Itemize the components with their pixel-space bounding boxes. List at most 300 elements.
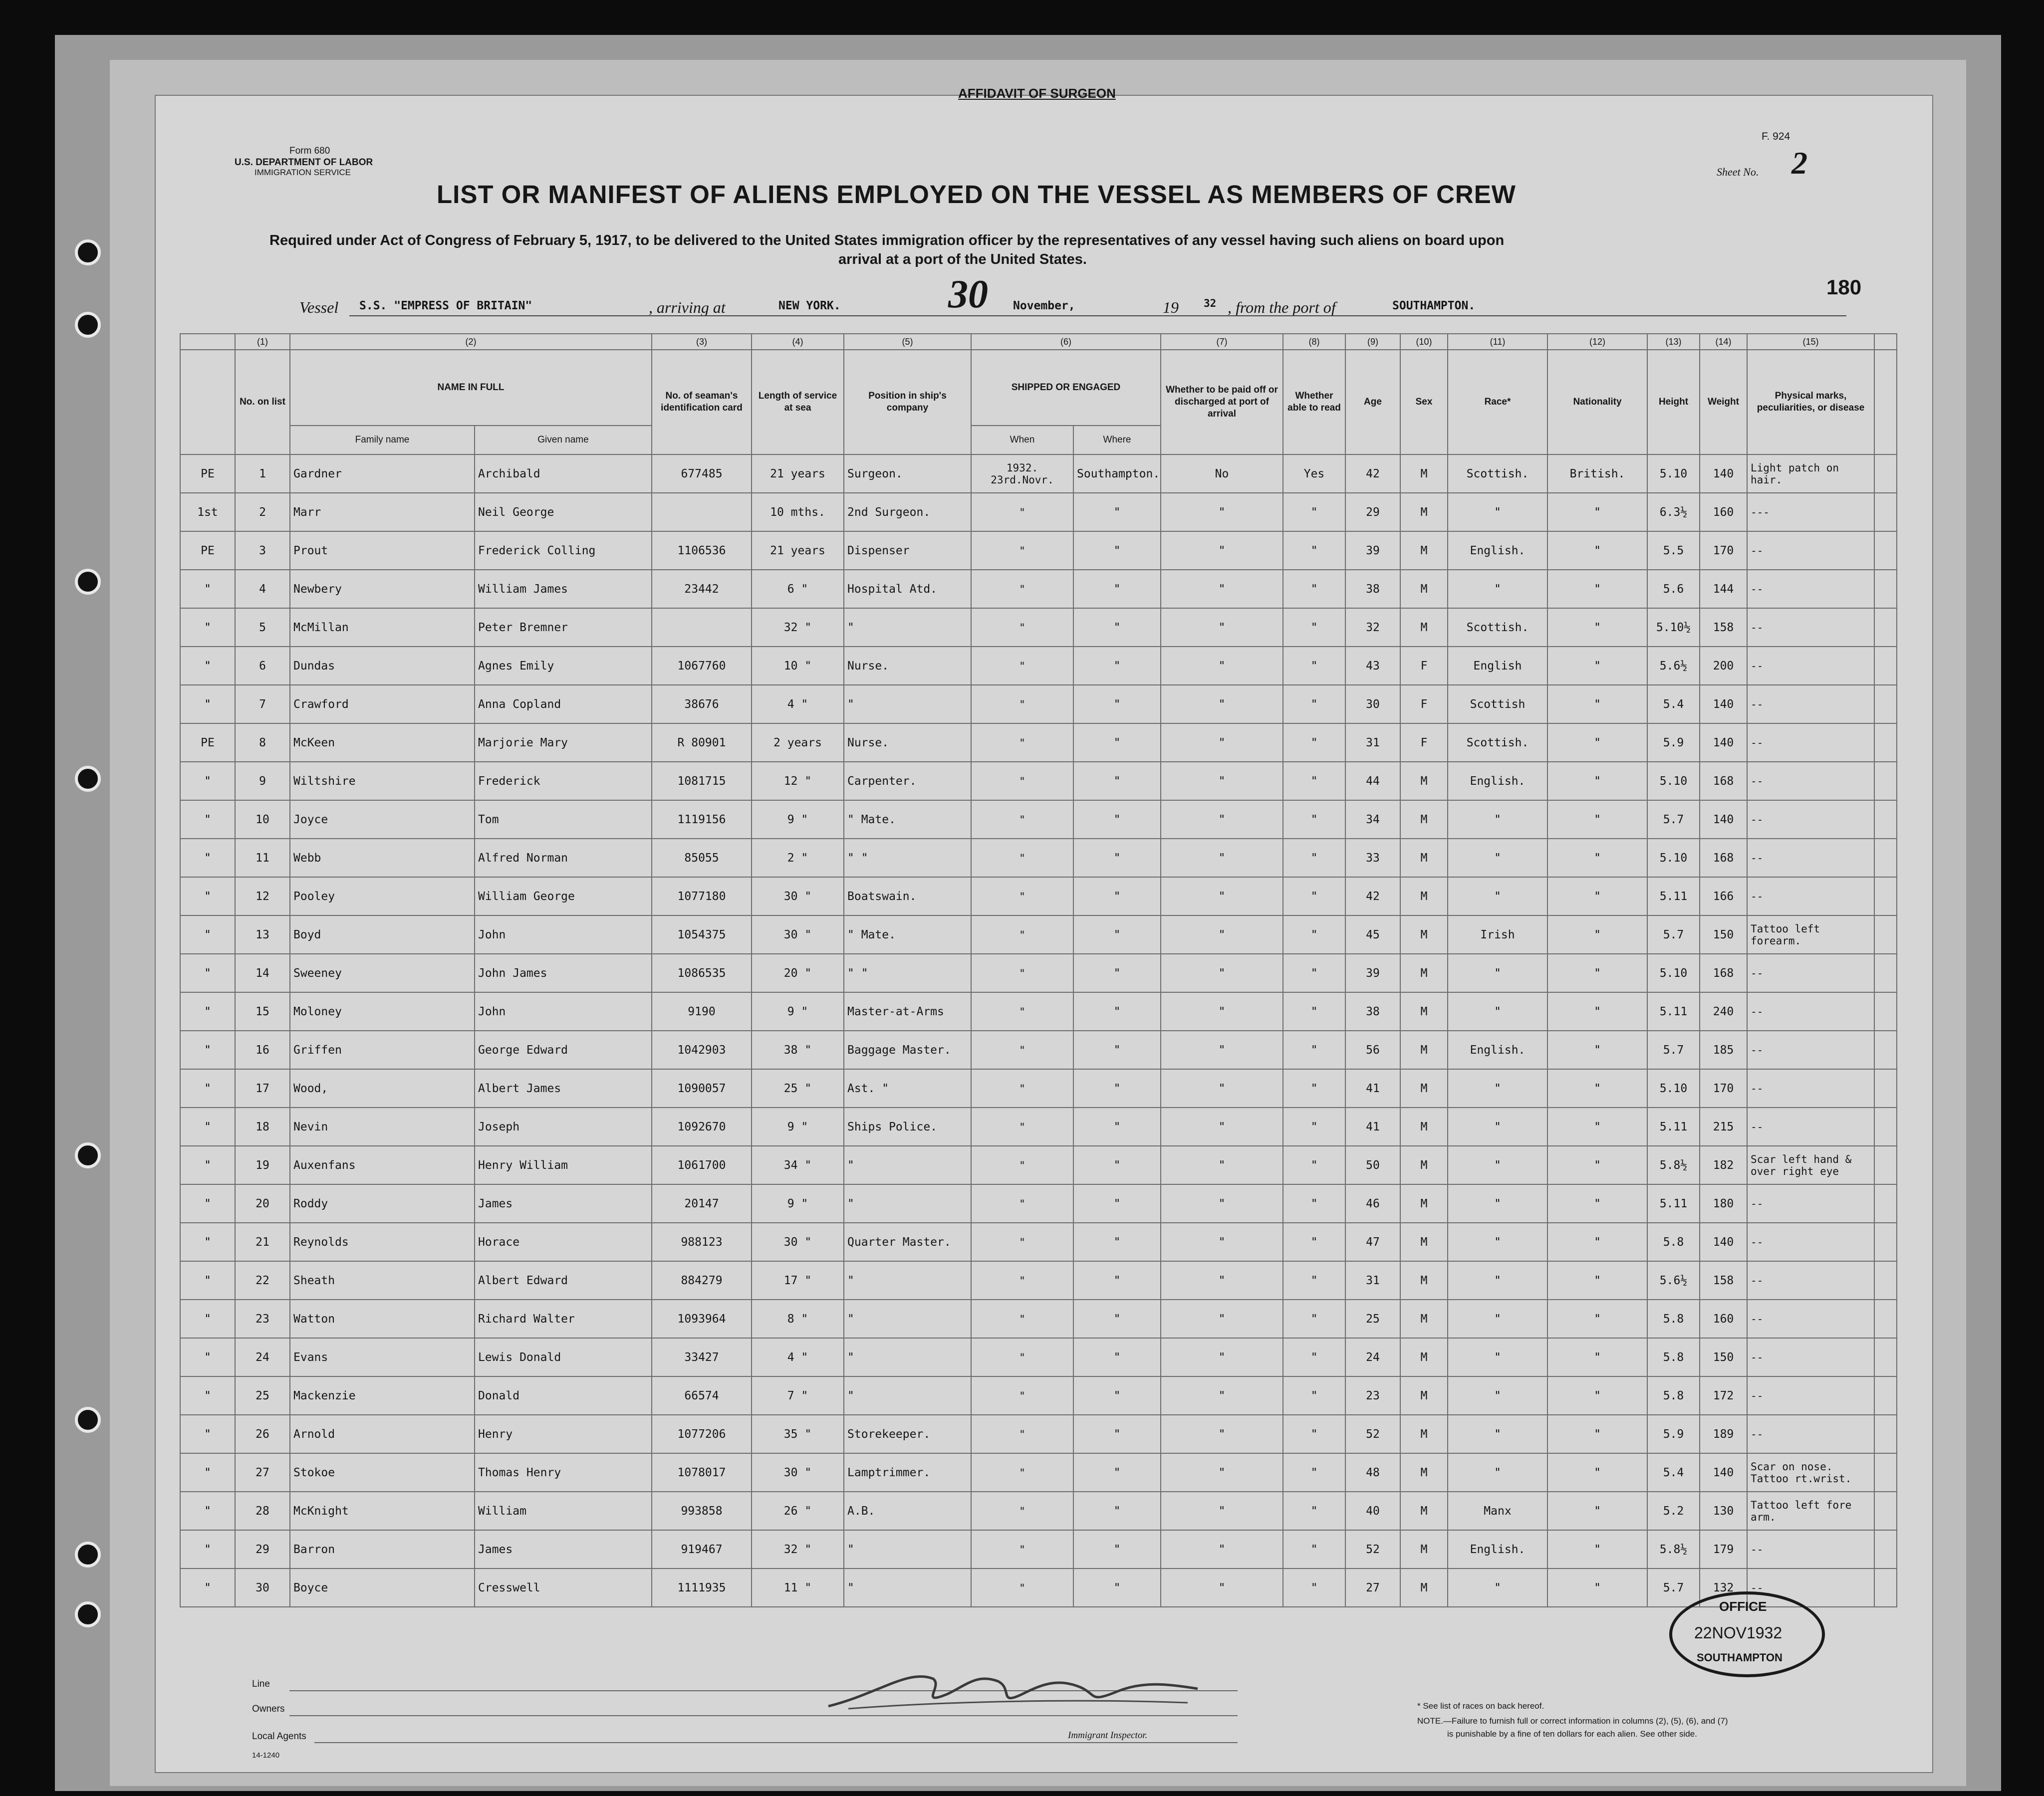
crew-able-read: " <box>1283 1338 1345 1376</box>
crew-shipped-where: " <box>1073 1376 1161 1415</box>
header-shipped: SHIPPED OR ENGAGED <box>971 350 1161 426</box>
crew-age: 29 <box>1345 493 1400 531</box>
row-blank <box>1874 570 1897 608</box>
crew-able-read: " <box>1283 839 1345 877</box>
crew-height: 5.11 <box>1647 1184 1700 1223</box>
crew-marks: -- <box>1747 531 1874 570</box>
crew-race: " <box>1448 1569 1547 1607</box>
table-row <box>180 1223 1897 1261</box>
crew-service-length: 7 " <box>752 1376 844 1415</box>
crew-nationality: " <box>1547 1300 1647 1338</box>
crew-paid-off: " <box>1161 1146 1283 1184</box>
crew-family-name: Crawford <box>290 685 475 723</box>
table-row <box>180 570 1897 608</box>
crew-weight: 215 <box>1700 1108 1747 1146</box>
crew-given-name: Cresswell <box>475 1569 652 1607</box>
crew-race: Scottish <box>1448 685 1547 723</box>
crew-nationality: " <box>1547 1146 1647 1184</box>
crew-height: 5.7 <box>1647 915 1700 954</box>
row-blank <box>1874 1146 1897 1184</box>
crew-able-read: " <box>1283 1376 1345 1415</box>
crew-shipped-when: " <box>971 685 1073 723</box>
crew-shipped-when: " <box>971 1261 1073 1300</box>
crew-number: 25 <box>235 1376 290 1415</box>
crew-weight: 150 <box>1700 1338 1747 1376</box>
crew-shipped-where: " <box>1073 685 1161 723</box>
page-title: LIST OR MANIFEST OF ALIENS EMPLOYED ON THE VESSEL AS MEMBERS OF CREW <box>437 180 1516 209</box>
crew-nationality: " <box>1547 762 1647 800</box>
table-row <box>180 1415 1897 1453</box>
crew-prefix: " <box>180 839 235 877</box>
crew-race: Irish <box>1448 915 1547 954</box>
col-num-12: (12) <box>1547 334 1647 350</box>
crew-position: Ast. " <box>844 1069 971 1108</box>
crew-sex: M <box>1400 1031 1448 1069</box>
crew-shipped-when: " <box>971 1376 1073 1415</box>
crew-given-name: Henry William <box>475 1146 652 1184</box>
crew-service-length: 9 " <box>752 992 844 1031</box>
crew-race: " <box>1448 1300 1547 1338</box>
crew-family-name: Evans <box>290 1338 475 1376</box>
crew-position: A.B. <box>844 1492 971 1530</box>
crew-race: " <box>1448 877 1547 915</box>
crew-service-length: 12 " <box>752 762 844 800</box>
crew-nationality: " <box>1547 954 1647 992</box>
crew-nationality: " <box>1547 531 1647 570</box>
header-no-on-list: No. on list <box>235 350 290 454</box>
crew-id-card: 20147 <box>652 1184 752 1223</box>
crew-given-name: Alfred Norman <box>475 839 652 877</box>
crew-given-name: Albert James <box>475 1069 652 1108</box>
crew-shipped-when: " <box>971 1108 1073 1146</box>
crew-age: 31 <box>1345 723 1400 762</box>
page-number: 180 <box>1826 275 1862 299</box>
header-weight: Weight <box>1700 350 1747 454</box>
crew-race: " <box>1448 1108 1547 1146</box>
from-port-label: , from the port of <box>1228 298 1336 316</box>
table-row <box>180 1492 1897 1530</box>
crew-weight: 172 <box>1700 1376 1747 1415</box>
table-row <box>180 1184 1897 1223</box>
crew-given-name: William James <box>475 570 652 608</box>
row-blank <box>1874 608 1897 647</box>
binder-hole <box>75 1542 101 1568</box>
crew-position: " <box>844 1184 971 1223</box>
header-name-in-full: NAME IN FULL <box>290 350 652 426</box>
crew-age: 43 <box>1345 647 1400 685</box>
crew-age: 32 <box>1345 608 1400 647</box>
col-num-9: (9) <box>1345 334 1400 350</box>
crew-height: 5.8 <box>1647 1300 1700 1338</box>
crew-id-card: 85055 <box>652 839 752 877</box>
crew-service-length: 17 " <box>752 1261 844 1300</box>
crew-height: 5.10 <box>1647 954 1700 992</box>
crew-sex: M <box>1400 992 1448 1031</box>
crew-paid-off: " <box>1161 992 1283 1031</box>
crew-able-read: " <box>1283 800 1345 839</box>
races-note: * See list of races on back hereof. <box>1417 1701 1544 1711</box>
col-num-14: (14) <box>1700 334 1747 350</box>
crew-shipped-when: 1932. 23rd.Novr. <box>971 454 1073 493</box>
crew-sex: M <box>1400 1223 1448 1261</box>
crew-service-length: 10 mths. <box>752 493 844 531</box>
f-number: F. 924 <box>1762 131 1790 142</box>
table-row <box>180 493 1897 531</box>
crew-paid-off: " <box>1161 493 1283 531</box>
crew-given-name: Frederick Colling <box>475 531 652 570</box>
stamp-office: OFFICE <box>1719 1599 1767 1614</box>
crew-able-read: " <box>1283 1069 1345 1108</box>
crew-race: " <box>1448 1069 1547 1108</box>
arrival-day: 30 <box>948 272 988 316</box>
table-row <box>180 723 1897 762</box>
crew-shipped-when: " <box>971 800 1073 839</box>
crew-weight: 168 <box>1700 954 1747 992</box>
table-row <box>180 685 1897 723</box>
crew-shipped-when: " <box>971 877 1073 915</box>
crew-manifest-table <box>180 333 1897 1607</box>
crew-paid-off: " <box>1161 723 1283 762</box>
crew-id-card: 1119156 <box>652 800 752 839</box>
crew-id-card: 1090057 <box>652 1069 752 1108</box>
crew-age: 50 <box>1345 1146 1400 1184</box>
crew-age: 42 <box>1345 877 1400 915</box>
crew-service-length: 34 " <box>752 1146 844 1184</box>
header-family-name: Family name <box>290 426 475 454</box>
crew-shipped-when: " <box>971 1569 1073 1607</box>
crew-age: 23 <box>1345 1376 1400 1415</box>
crew-number: 5 <box>235 608 290 647</box>
crew-shipped-where: " <box>1073 1415 1161 1453</box>
crew-sex: M <box>1400 1338 1448 1376</box>
crew-marks: -- <box>1747 1031 1874 1069</box>
crew-weight: 140 <box>1700 723 1747 762</box>
crew-family-name: Watton <box>290 1300 475 1338</box>
crew-position: Lamptrimmer. <box>844 1453 971 1492</box>
crew-age: 25 <box>1345 1300 1400 1338</box>
crew-marks: -- <box>1747 877 1874 915</box>
crew-family-name: Arnold <box>290 1415 475 1453</box>
crew-given-name: Donald <box>475 1376 652 1415</box>
table-row <box>180 1146 1897 1184</box>
crew-race: " <box>1448 1261 1547 1300</box>
crew-weight: 180 <box>1700 1184 1747 1223</box>
crew-marks: -- <box>1747 1184 1874 1223</box>
crew-given-name: Archibald <box>475 454 652 493</box>
crew-shipped-when: " <box>971 762 1073 800</box>
crew-height: 5.5 <box>1647 531 1700 570</box>
crew-marks: -- <box>1747 992 1874 1031</box>
crew-service-length: 10 " <box>752 647 844 685</box>
table-row <box>180 454 1897 493</box>
col-num-15: (15) <box>1747 334 1874 350</box>
crew-race: " <box>1448 1223 1547 1261</box>
crew-race: Scottish. <box>1448 454 1547 493</box>
crew-nationality: " <box>1547 839 1647 877</box>
crew-race: " <box>1448 1415 1547 1453</box>
table-row <box>180 1300 1897 1338</box>
crew-number: 12 <box>235 877 290 915</box>
crew-shipped-when: " <box>971 608 1073 647</box>
crew-id-card: 677485 <box>652 454 752 493</box>
crew-given-name: John <box>475 915 652 954</box>
service: IMMIGRATION SERVICE <box>255 168 351 177</box>
crew-number: 3 <box>235 531 290 570</box>
row-blank <box>1874 531 1897 570</box>
crew-able-read: " <box>1283 1223 1345 1261</box>
crew-sex: M <box>1400 1569 1448 1607</box>
header-length-service: Length of service at sea <box>752 350 844 454</box>
crew-sex: F <box>1400 723 1448 762</box>
crew-service-length: 30 " <box>752 877 844 915</box>
row-blank <box>1874 1108 1897 1146</box>
crew-height: 5.10 <box>1647 454 1700 493</box>
crew-shipped-when: " <box>971 992 1073 1031</box>
crew-marks: -- <box>1747 1069 1874 1108</box>
table-row <box>180 915 1897 954</box>
crew-able-read: " <box>1283 1031 1345 1069</box>
row-blank <box>1874 1453 1897 1492</box>
crew-prefix: PE <box>180 454 235 493</box>
crew-height: 5.7 <box>1647 800 1700 839</box>
crew-prefix: PE <box>180 723 235 762</box>
crew-service-length: 4 " <box>752 685 844 723</box>
crew-age: 52 <box>1345 1530 1400 1569</box>
crew-shipped-where: " <box>1073 723 1161 762</box>
crew-height: 6.3½ <box>1647 493 1700 531</box>
crew-position: Ships Police. <box>844 1108 971 1146</box>
table-row <box>180 608 1897 647</box>
binder-hole <box>75 569 101 595</box>
crew-age: 45 <box>1345 915 1400 954</box>
stamp-date: 22NOV1932 <box>1694 1624 1783 1642</box>
table-row <box>180 1261 1897 1300</box>
crew-number: 6 <box>235 647 290 685</box>
required-line-1: Required under Act of Congress of February 5, 1917, to be delivered to the United States immigration officer by the representatives of any vessel having such aliens on board upon <box>269 232 1505 248</box>
vessel-label: Vessel <box>299 298 339 316</box>
crew-sex: M <box>1400 1492 1448 1530</box>
crew-shipped-where: " <box>1073 1223 1161 1261</box>
year-prefix: 19 <box>1163 298 1179 316</box>
crew-able-read: " <box>1283 762 1345 800</box>
crew-shipped-where: " <box>1073 570 1161 608</box>
departure-port: SOUTHAMPTON. <box>1392 299 1476 312</box>
crew-height: 5.8 <box>1647 1223 1700 1261</box>
crew-number: 1 <box>235 454 290 493</box>
crew-weight: 158 <box>1700 608 1747 647</box>
crew-able-read: " <box>1283 1146 1345 1184</box>
crew-sex: M <box>1400 454 1448 493</box>
crew-height: 5.8 <box>1647 1338 1700 1376</box>
crew-given-name: Agnes Emily <box>475 647 652 685</box>
crew-number: 10 <box>235 800 290 839</box>
crew-id-card: R 80901 <box>652 723 752 762</box>
crew-prefix: " <box>180 1069 235 1108</box>
crew-given-name: Marjorie Mary <box>475 723 652 762</box>
crew-shipped-when: " <box>971 954 1073 992</box>
crew-height: 5.7 <box>1647 1031 1700 1069</box>
crew-position: " <box>844 1569 971 1607</box>
crew-shipped-where: " <box>1073 1108 1161 1146</box>
crew-nationality: " <box>1547 1338 1647 1376</box>
crew-marks: -- <box>1747 1415 1874 1453</box>
crew-shipped-when: " <box>971 493 1073 531</box>
crew-paid-off: " <box>1161 1453 1283 1492</box>
crew-nationality: " <box>1547 608 1647 647</box>
crew-paid-off: " <box>1161 1376 1283 1415</box>
col-blank <box>1874 350 1897 454</box>
crew-able-read: " <box>1283 723 1345 762</box>
crew-height: 5.8 <box>1647 1376 1700 1415</box>
crew-prefix: " <box>180 1492 235 1530</box>
crew-age: 42 <box>1345 454 1400 493</box>
crew-paid-off: " <box>1161 839 1283 877</box>
crew-id-card: 1106536 <box>652 531 752 570</box>
crew-family-name: Joyce <box>290 800 475 839</box>
binder-hole <box>75 312 101 338</box>
crew-sex: M <box>1400 762 1448 800</box>
crew-family-name: Moloney <box>290 992 475 1031</box>
crew-race: " <box>1448 1453 1547 1492</box>
crew-position: " <box>844 1530 971 1569</box>
crew-nationality: " <box>1547 647 1647 685</box>
crew-weight: 140 <box>1700 1223 1747 1261</box>
crew-age: 30 <box>1345 685 1400 723</box>
crew-marks: -- <box>1747 954 1874 992</box>
crew-service-length: 30 " <box>752 915 844 954</box>
crew-height: 5.11 <box>1647 1108 1700 1146</box>
crew-marks: -- <box>1747 647 1874 685</box>
crew-weight: 170 <box>1700 1069 1747 1108</box>
crew-sex: M <box>1400 493 1448 531</box>
crew-race: Scottish. <box>1448 608 1547 647</box>
crew-service-length: 21 years <box>752 454 844 493</box>
col-num-10: (10) <box>1400 334 1448 350</box>
crew-shipped-when: " <box>971 1415 1073 1453</box>
crew-family-name: Griffen <box>290 1031 475 1069</box>
line-label: Line <box>252 1679 270 1689</box>
crew-id-card: 33427 <box>652 1338 752 1376</box>
crew-position: Dispenser <box>844 531 971 570</box>
crew-position: " <box>844 1376 971 1415</box>
crew-able-read: " <box>1283 685 1345 723</box>
crew-sex: M <box>1400 570 1448 608</box>
crew-paid-off: " <box>1161 531 1283 570</box>
crew-paid-off: " <box>1161 570 1283 608</box>
crew-shipped-where: " <box>1073 1569 1161 1607</box>
crew-nationality: " <box>1547 1184 1647 1223</box>
crew-race: " <box>1448 570 1547 608</box>
crew-number: 18 <box>235 1108 290 1146</box>
crew-weight: 168 <box>1700 762 1747 800</box>
crew-weight: 150 <box>1700 915 1747 954</box>
crew-id-card: 1077206 <box>652 1415 752 1453</box>
crew-race: Manx <box>1448 1492 1547 1530</box>
crew-family-name: Mackenzie <box>290 1376 475 1415</box>
crew-shipped-when: " <box>971 1146 1073 1184</box>
crew-age: 47 <box>1345 1223 1400 1261</box>
crew-shipped-when: " <box>971 1300 1073 1338</box>
crew-prefix: " <box>180 608 235 647</box>
crew-shipped-where: " <box>1073 1031 1161 1069</box>
crew-number: 22 <box>235 1261 290 1300</box>
fine-note-1: NOTE.—Failure to furnish full or correct information in columns (2), (5), (6), and (7) <box>1417 1716 1728 1726</box>
crew-sex: M <box>1400 839 1448 877</box>
crew-family-name: Newbery <box>290 570 475 608</box>
header-race: Race* <box>1448 350 1547 454</box>
crew-weight: 144 <box>1700 570 1747 608</box>
crew-id-card: 1042903 <box>652 1031 752 1069</box>
crew-marks: Tattoo left forearm. <box>1747 915 1874 954</box>
vessel-rule <box>349 315 1846 316</box>
crew-weight: 189 <box>1700 1415 1747 1453</box>
crew-given-name: Albert Edward <box>475 1261 652 1300</box>
crew-shipped-when: " <box>971 839 1073 877</box>
crew-sex: M <box>1400 1146 1448 1184</box>
crew-prefix: " <box>180 1146 235 1184</box>
crew-shipped-when: " <box>971 1492 1073 1530</box>
crew-marks: -- <box>1747 800 1874 839</box>
crew-weight: 158 <box>1700 1261 1747 1300</box>
crew-age: 33 <box>1345 839 1400 877</box>
crew-id-card: 1111935 <box>652 1569 752 1607</box>
crew-height: 5.8½ <box>1647 1146 1700 1184</box>
table-row <box>180 1453 1897 1492</box>
crew-sex: M <box>1400 877 1448 915</box>
crew-height: 5.11 <box>1647 992 1700 1031</box>
crew-shipped-where: " <box>1073 493 1161 531</box>
crew-race: " <box>1448 493 1547 531</box>
crew-given-name: Tom <box>475 800 652 839</box>
crew-able-read: " <box>1283 1569 1345 1607</box>
crew-nationality: " <box>1547 1069 1647 1108</box>
crew-nationality: " <box>1547 915 1647 954</box>
crew-nationality: " <box>1547 685 1647 723</box>
crew-family-name: Pooley <box>290 877 475 915</box>
crew-position: Baggage Master. <box>844 1031 971 1069</box>
crew-family-name: Marr <box>290 493 475 531</box>
crew-race: " <box>1448 800 1547 839</box>
header-able-read: Whether able to read <box>1283 350 1345 454</box>
row-blank <box>1874 1338 1897 1376</box>
crew-number: 7 <box>235 685 290 723</box>
row-blank <box>1874 1031 1897 1069</box>
crew-age: 44 <box>1345 762 1400 800</box>
table-row <box>180 1031 1897 1069</box>
crew-height: 5.7 <box>1647 1569 1700 1607</box>
row-blank <box>1874 493 1897 531</box>
crew-shipped-when: " <box>971 570 1073 608</box>
crew-height: 5.9 <box>1647 1415 1700 1453</box>
crew-weight: 240 <box>1700 992 1747 1031</box>
fine-note-2: is punishable by a fine of ten dollars for each alien. See other side. <box>1447 1729 1697 1739</box>
row-blank <box>1874 1569 1897 1607</box>
crew-weight: 132 <box>1700 1569 1747 1607</box>
header-age: Age <box>1345 350 1400 454</box>
crew-shipped-where: " <box>1073 954 1161 992</box>
crew-marks: -- <box>1747 723 1874 762</box>
crew-height: 5.9 <box>1647 723 1700 762</box>
crew-shipped-where: " <box>1073 1492 1161 1530</box>
crew-sex: M <box>1400 954 1448 992</box>
crew-service-length: 9 " <box>752 1184 844 1223</box>
col-num-4: (4) <box>752 334 844 350</box>
crew-given-name: Horace <box>475 1223 652 1261</box>
owners-label: Owners <box>252 1704 285 1714</box>
crew-marks: Light patch on hair. <box>1747 454 1874 493</box>
required-line-2: arrival at a port of the United States. <box>838 251 1087 267</box>
crew-given-name: Thomas Henry <box>475 1453 652 1492</box>
